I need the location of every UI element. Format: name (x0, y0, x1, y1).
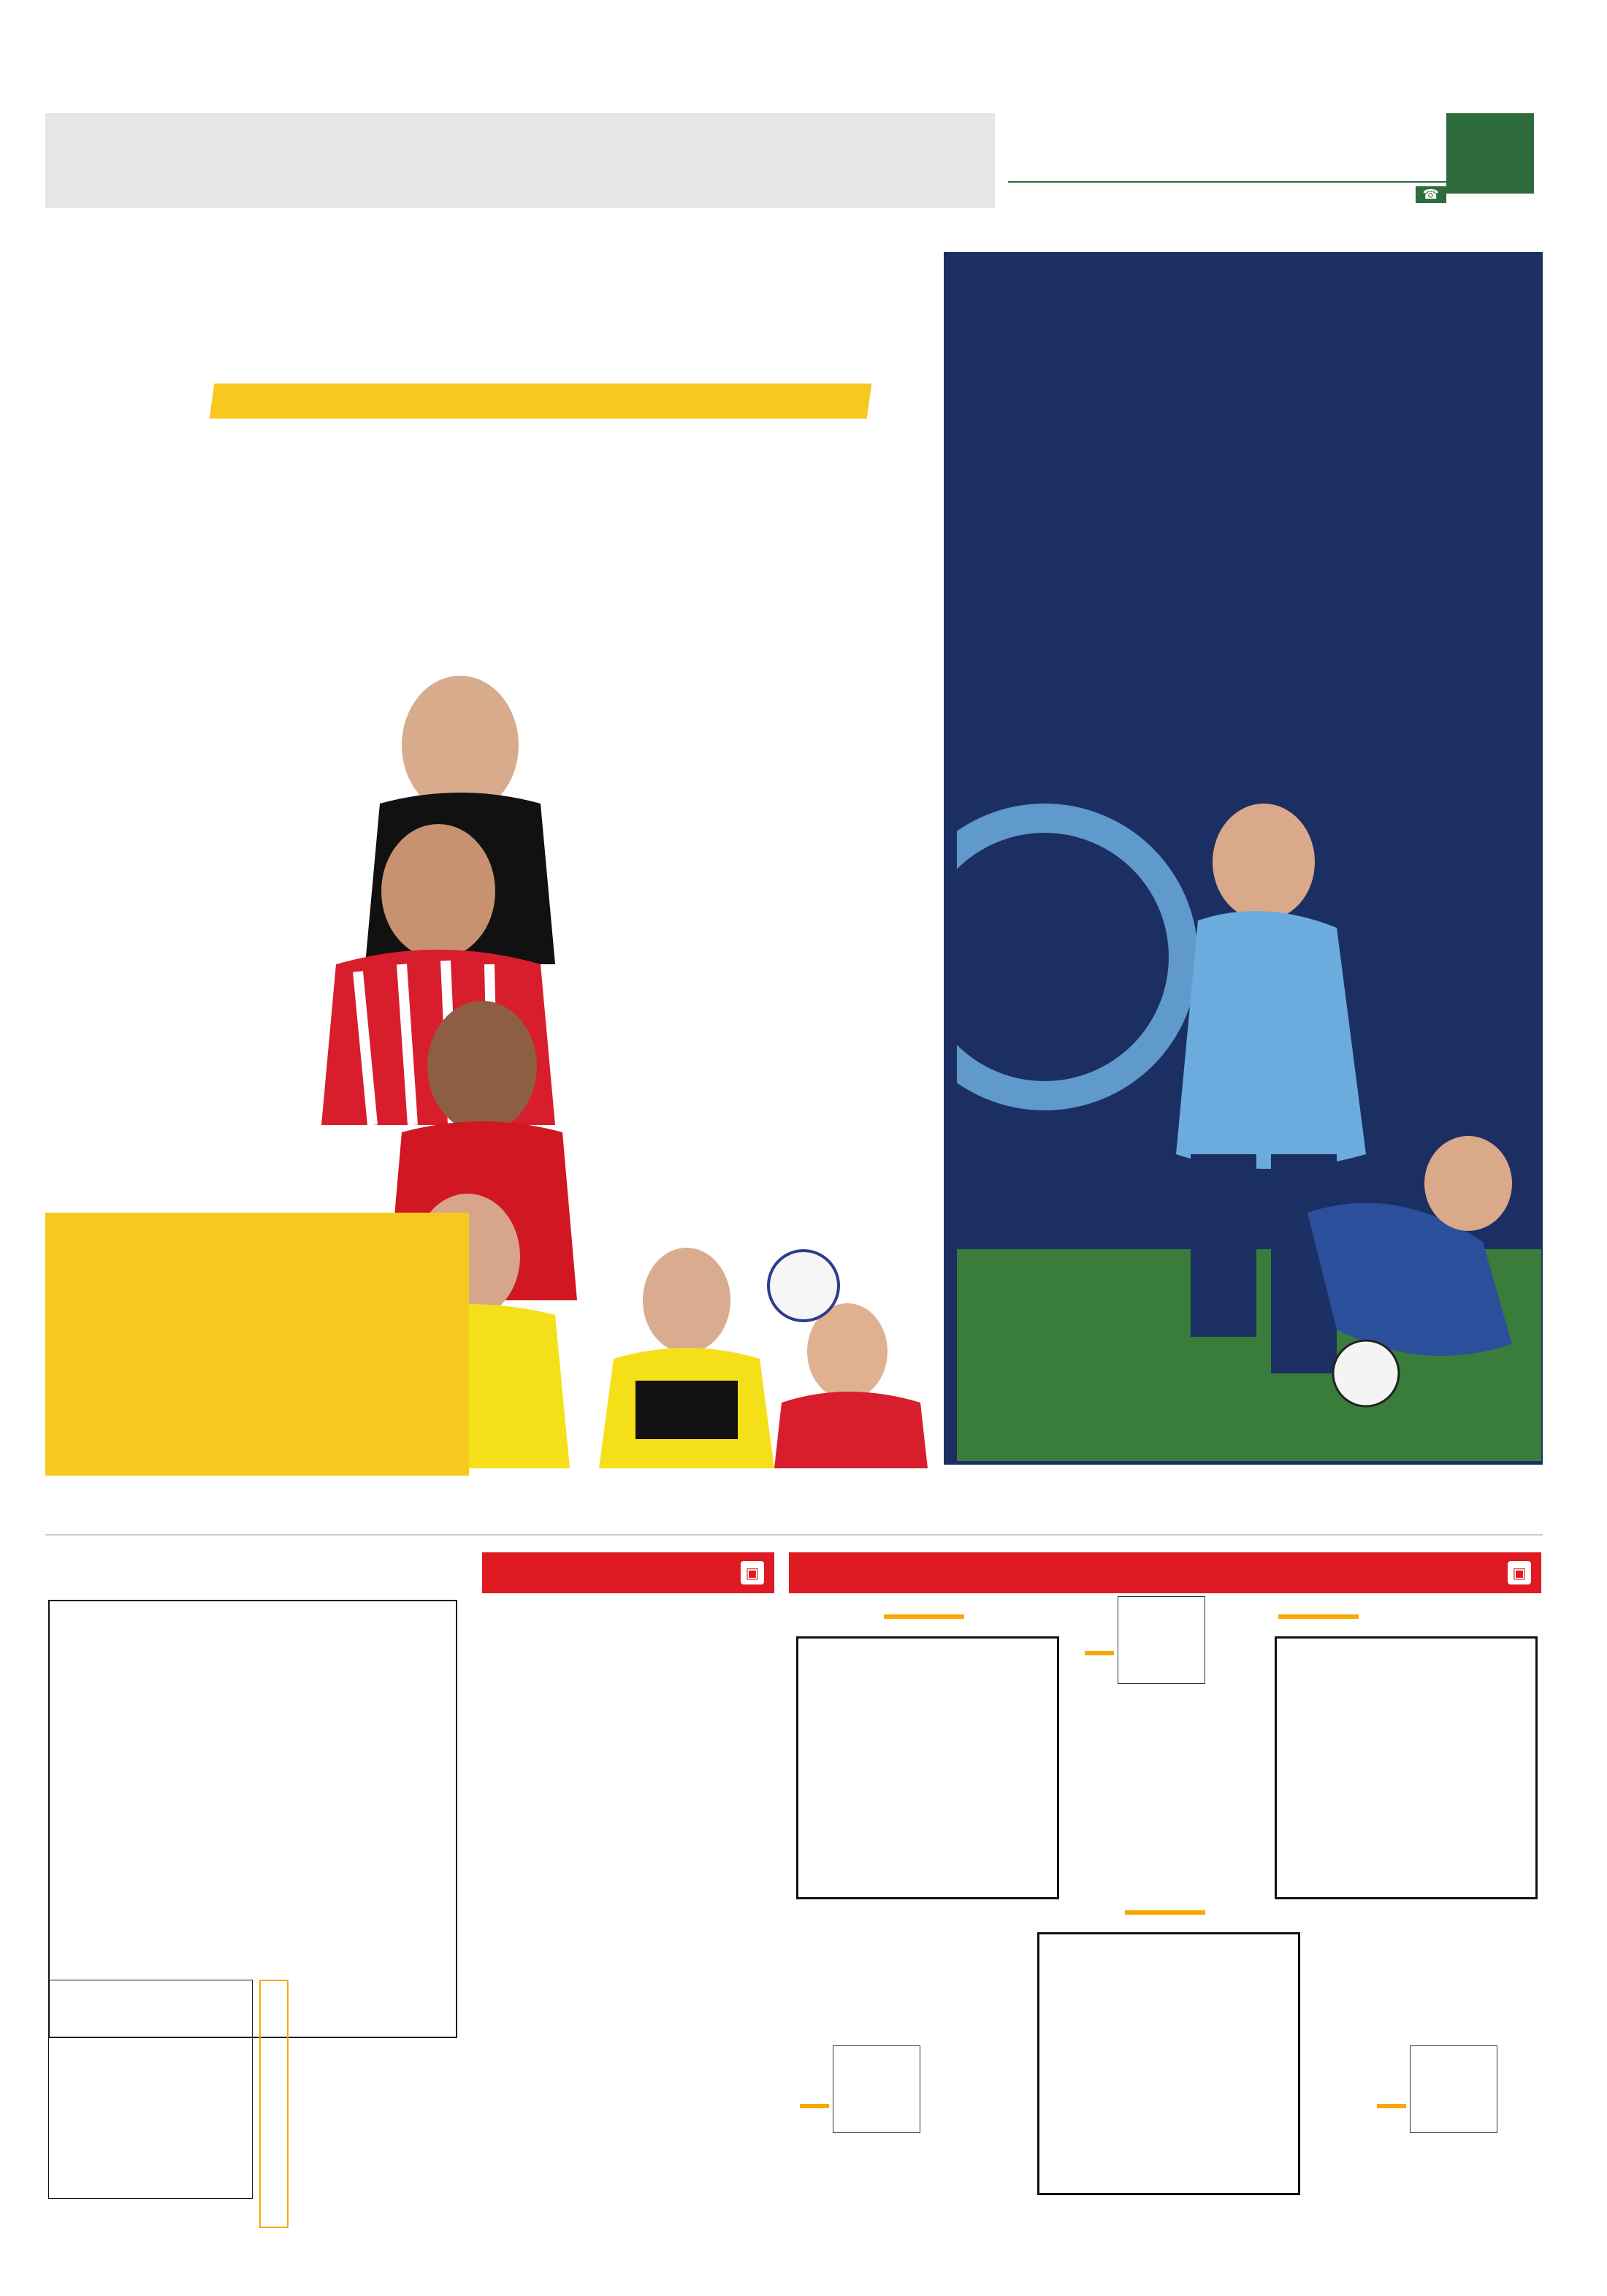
sudoku-hard-grid[interactable] (796, 1636, 1059, 1899)
phone-icon: ☎ (1416, 186, 1446, 203)
answer-grid-2 (833, 2045, 920, 2133)
sudoku-header (789, 1552, 1541, 1593)
section-signed-players-box (45, 1213, 469, 1476)
section-depay (55, 661, 416, 664)
story-saudi-title (944, 254, 1543, 327)
puzzle-icon: ▣ (1508, 1561, 1531, 1584)
crossword-column-numbers (48, 1578, 457, 1598)
crossword-row-numbers (459, 1600, 481, 2038)
story-free-agents-title (51, 256, 906, 365)
section-hummels (614, 818, 909, 821)
previous-solution-grid (48, 1980, 253, 2199)
answer-grid-1 (1118, 1596, 1205, 1684)
page-number (1446, 113, 1534, 194)
answer-grid-3-label (1377, 2104, 1406, 2108)
crossword-header (482, 1552, 774, 1593)
header-ad-space (45, 113, 995, 208)
label-easy (1278, 1614, 1359, 1619)
section-rabiot (511, 643, 909, 646)
puzzle-icon: ▣ (741, 1561, 764, 1584)
divider (45, 1534, 1543, 1536)
section-varane (55, 1012, 343, 1015)
label-medium (1125, 1910, 1205, 1915)
answer-grid-3 (1410, 2045, 1497, 2133)
answer-grid-2-label (800, 2104, 829, 2108)
answer-grid-1-label (1085, 1651, 1114, 1655)
issue-line (1008, 181, 1446, 206)
solution-title (259, 1980, 289, 2228)
crossword-clues-across (628, 1600, 778, 1601)
section-de-gea (679, 1081, 909, 1084)
story-free-agents-subtitle (210, 384, 872, 419)
crossword-clues-down (482, 1600, 625, 1601)
crossword-grid[interactable] (48, 1600, 457, 2038)
section-hermoso (55, 825, 343, 828)
sudoku-medium-grid[interactable] (1037, 1932, 1300, 2195)
sudoku-easy-grid[interactable] (1275, 1636, 1538, 1899)
football-player-photo (957, 774, 1541, 1461)
newspaper-logo (1008, 110, 1439, 175)
label-hard (884, 1614, 964, 1619)
